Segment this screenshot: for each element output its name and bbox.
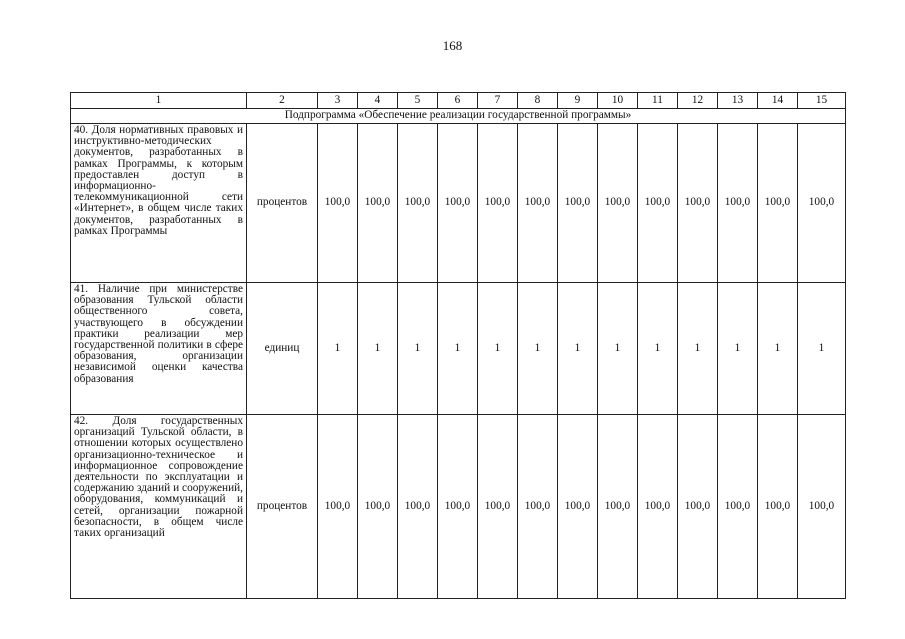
indicator-value: 100,0 (478, 124, 518, 283)
indicator-value: 1 (358, 283, 398, 415)
indicator-name: 42. Доля государственных организаций Тульской области, в отношении которых осуществлено организационно-техническое и информационное сопровождение деятельности по эксплуатации и содержанию зданий и сооружений, оборудования, коммуникаций и сетей, организации пожарной безопасности, в общем числе таких организаций (71, 415, 247, 599)
indicator-name: 41. Наличие при министерстве образования Тульской области общественного совета, участвующего в обсуждении практики реализации мер государственной политики в сфере образования, организации независимой оценки качества образования (71, 283, 247, 415)
column-header-6: 6 (438, 93, 478, 109)
table-row (71, 124, 846, 283)
indicator-value: 1 (318, 283, 358, 415)
column-header-13: 13 (718, 93, 758, 109)
indicator-value: 1 (438, 283, 478, 415)
table-row (71, 283, 846, 415)
column-number-row (71, 93, 846, 109)
indicator-value: 1 (598, 283, 638, 415)
column-header-10: 10 (598, 93, 638, 109)
indicator-value: 1 (758, 283, 798, 415)
indicator-value: 100,0 (318, 415, 358, 599)
indicator-value: 100,0 (638, 124, 678, 283)
indicator-value: 100,0 (678, 124, 718, 283)
indicator-value: 100,0 (438, 415, 478, 599)
indicator-value: 100,0 (758, 124, 798, 283)
indicator-value: 100,0 (518, 124, 558, 283)
indicator-value: 100,0 (358, 124, 398, 283)
indicator-value: 100,0 (718, 415, 758, 599)
indicator-value: 100,0 (558, 124, 598, 283)
indicator-value: 100,0 (638, 415, 678, 599)
column-header-8: 8 (518, 93, 558, 109)
indicator-value: 100,0 (758, 415, 798, 599)
indicator-value: 100,0 (358, 415, 398, 599)
indicator-value: 100,0 (598, 415, 638, 599)
indicator-value: 100,0 (318, 124, 358, 283)
indicator-value: 1 (558, 283, 598, 415)
indicator-value: 1 (718, 283, 758, 415)
column-header-3: 3 (318, 93, 358, 109)
indicator-value: 1 (678, 283, 718, 415)
column-header-5: 5 (398, 93, 438, 109)
indicators-table (70, 92, 846, 599)
indicator-value: 100,0 (798, 124, 846, 283)
indicator-value: 100,0 (678, 415, 718, 599)
column-header-2: 2 (247, 93, 318, 109)
column-header-15: 15 (798, 93, 846, 109)
column-header-1: 1 (71, 93, 247, 109)
subprogram-row (71, 109, 846, 124)
indicator-name: 40. Доля нормативных правовых и инструктивно-методических документов, разработанных в рамках Программы, к которым предоставлен доступ в информационно-телекоммуникационной сети «Интернет», в общем числе таких документов, разработанных в рамках Программы (71, 124, 247, 283)
column-header-4: 4 (358, 93, 398, 109)
indicator-value: 1 (398, 283, 438, 415)
indicator-value: 100,0 (798, 415, 846, 599)
page-number: 168 (442, 38, 463, 53)
column-header-11: 11 (638, 93, 678, 109)
indicator-value: 100,0 (558, 415, 598, 599)
indicator-value: 100,0 (438, 124, 478, 283)
indicator-value: 100,0 (398, 124, 438, 283)
indicator-unit: процентов (247, 124, 318, 283)
column-header-12: 12 (678, 93, 718, 109)
indicator-value: 100,0 (518, 415, 558, 599)
indicator-value: 100,0 (478, 415, 518, 599)
indicator-value: 100,0 (398, 415, 438, 599)
table-row (71, 415, 846, 599)
indicator-value: 100,0 (718, 124, 758, 283)
indicator-value: 1 (478, 283, 518, 415)
indicator-value: 1 (518, 283, 558, 415)
indicator-unit: единиц (247, 283, 318, 415)
indicator-value: 1 (638, 283, 678, 415)
indicator-value: 1 (798, 283, 846, 415)
column-header-9: 9 (558, 93, 598, 109)
indicator-unit: процентов (247, 415, 318, 599)
indicator-value: 100,0 (598, 124, 638, 283)
column-header-7: 7 (478, 93, 518, 109)
subprogram-title: Подпрограмма «Обеспечение реализации государственной программы» (71, 109, 846, 124)
column-header-14: 14 (758, 93, 798, 109)
